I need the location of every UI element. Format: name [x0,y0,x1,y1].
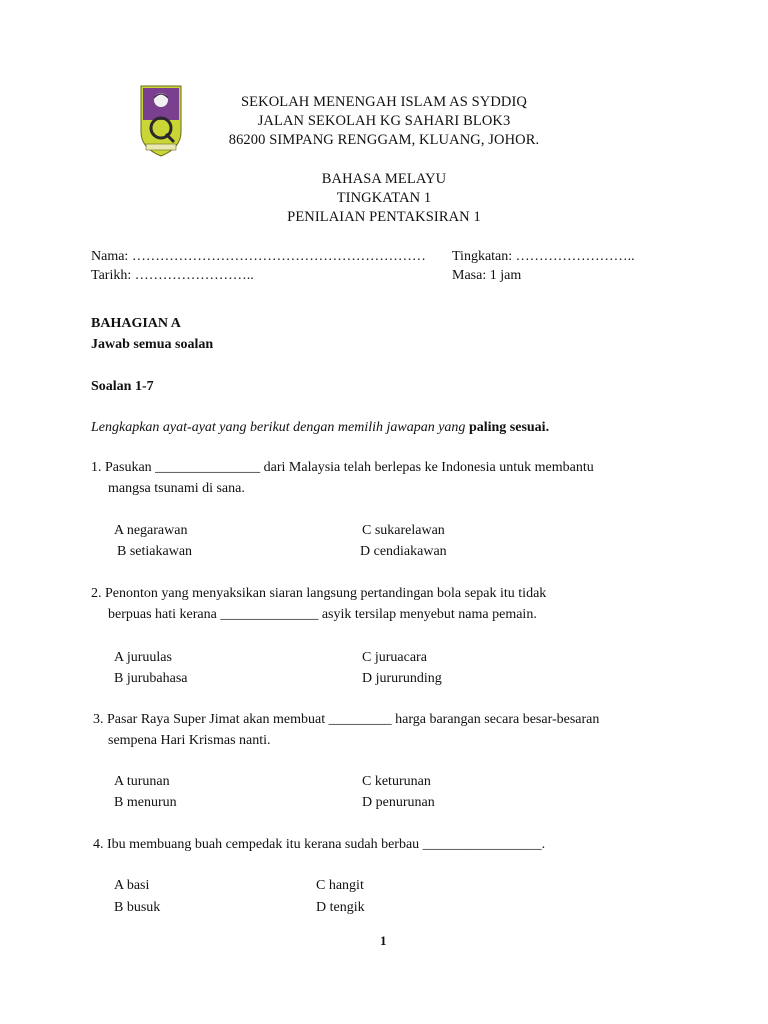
question-1-line2: mangsa tsunami di sana. [108,481,245,496]
question-4-option-c: C hangit [316,878,364,893]
field-tarikh: Tarikh: …………………….. [91,268,254,283]
question-2-option-a: A juruulas [114,650,172,665]
question-3-line2: sempena Hari Krismas nanti. [108,733,271,748]
school-crest-logo [138,84,184,158]
page-number: 1 [380,933,387,948]
section-instruction: Jawab semua soalan [91,337,214,352]
question-2-option-c: C juruacara [362,650,427,665]
question-4-option-b: B busuk [114,900,161,915]
directive-text: Lengkapkan ayat-ayat yang berikut dengan memilih jawapan yang [91,420,469,435]
question-1-option-c: C sukarelawan [362,523,445,538]
question-1-option-d: D cendiakawan [360,544,447,559]
school-address-line2: 86200 SIMPANG RENGGAM, KLUANG, JOHOR. [228,132,540,148]
section-directive [91,420,549,436]
question-2-line2: berpuas hati kerana ______________ asyik tersilap menyebut nama pemain. [108,607,537,622]
question-2-line1: 2. Penonton yang menyaksikan siaran langsung pertandingan bola sepak itu tidak [91,586,547,601]
question-range: Soalan 1-7 [91,379,154,394]
exam-subject: BAHASA MELAYU [321,171,447,187]
exam-form: TINGKATAN 1 [336,190,432,206]
question-3-line1: 3. Pasar Raya Super Jimat akan membuat _________ harga barangan secara besar-besaran [93,712,600,727]
school-name: SEKOLAH MENENGAH ISLAM AS SYDDIQ [241,94,527,110]
question-2-option-b: B jurubahasa [114,671,188,686]
exam-assessment: PENILAIAN PENTAKSIRAN 1 [287,209,481,225]
question-4-line1: 4. Ibu membuang buah cempedak itu kerana sudah berbau _________________. [93,837,546,852]
field-masa: Masa: 1 jam [452,268,522,283]
question-2-option-d: D jururunding [362,671,442,686]
question-3-option-a: A turunan [114,774,170,789]
question-1-line1: 1. Pasukan _______________ dari Malaysia telah berlepas ke Indonesia untuk membantu [91,460,594,475]
school-address-line1: JALAN SEKOLAH KG SAHARI BLOK3 [257,113,511,129]
question-1-option-b: B setiakawan [117,544,193,559]
question-4-option-d: D tengik [316,900,365,915]
question-3-option-d: D penurunan [362,795,435,810]
field-nama: Nama: ……………………………………………………… [91,249,426,264]
question-3-option-c: C keturunan [362,774,431,789]
question-4-option-a: A basi [114,878,150,893]
directive-emphasis: paling sesuai. [468,420,550,435]
question-1-option-a: A negarawan [114,523,188,538]
question-3-option-b: B menurun [114,795,177,810]
field-tingkatan: Tingkatan: …………………….. [452,249,635,264]
section-title: BAHAGIAN A [91,316,181,331]
